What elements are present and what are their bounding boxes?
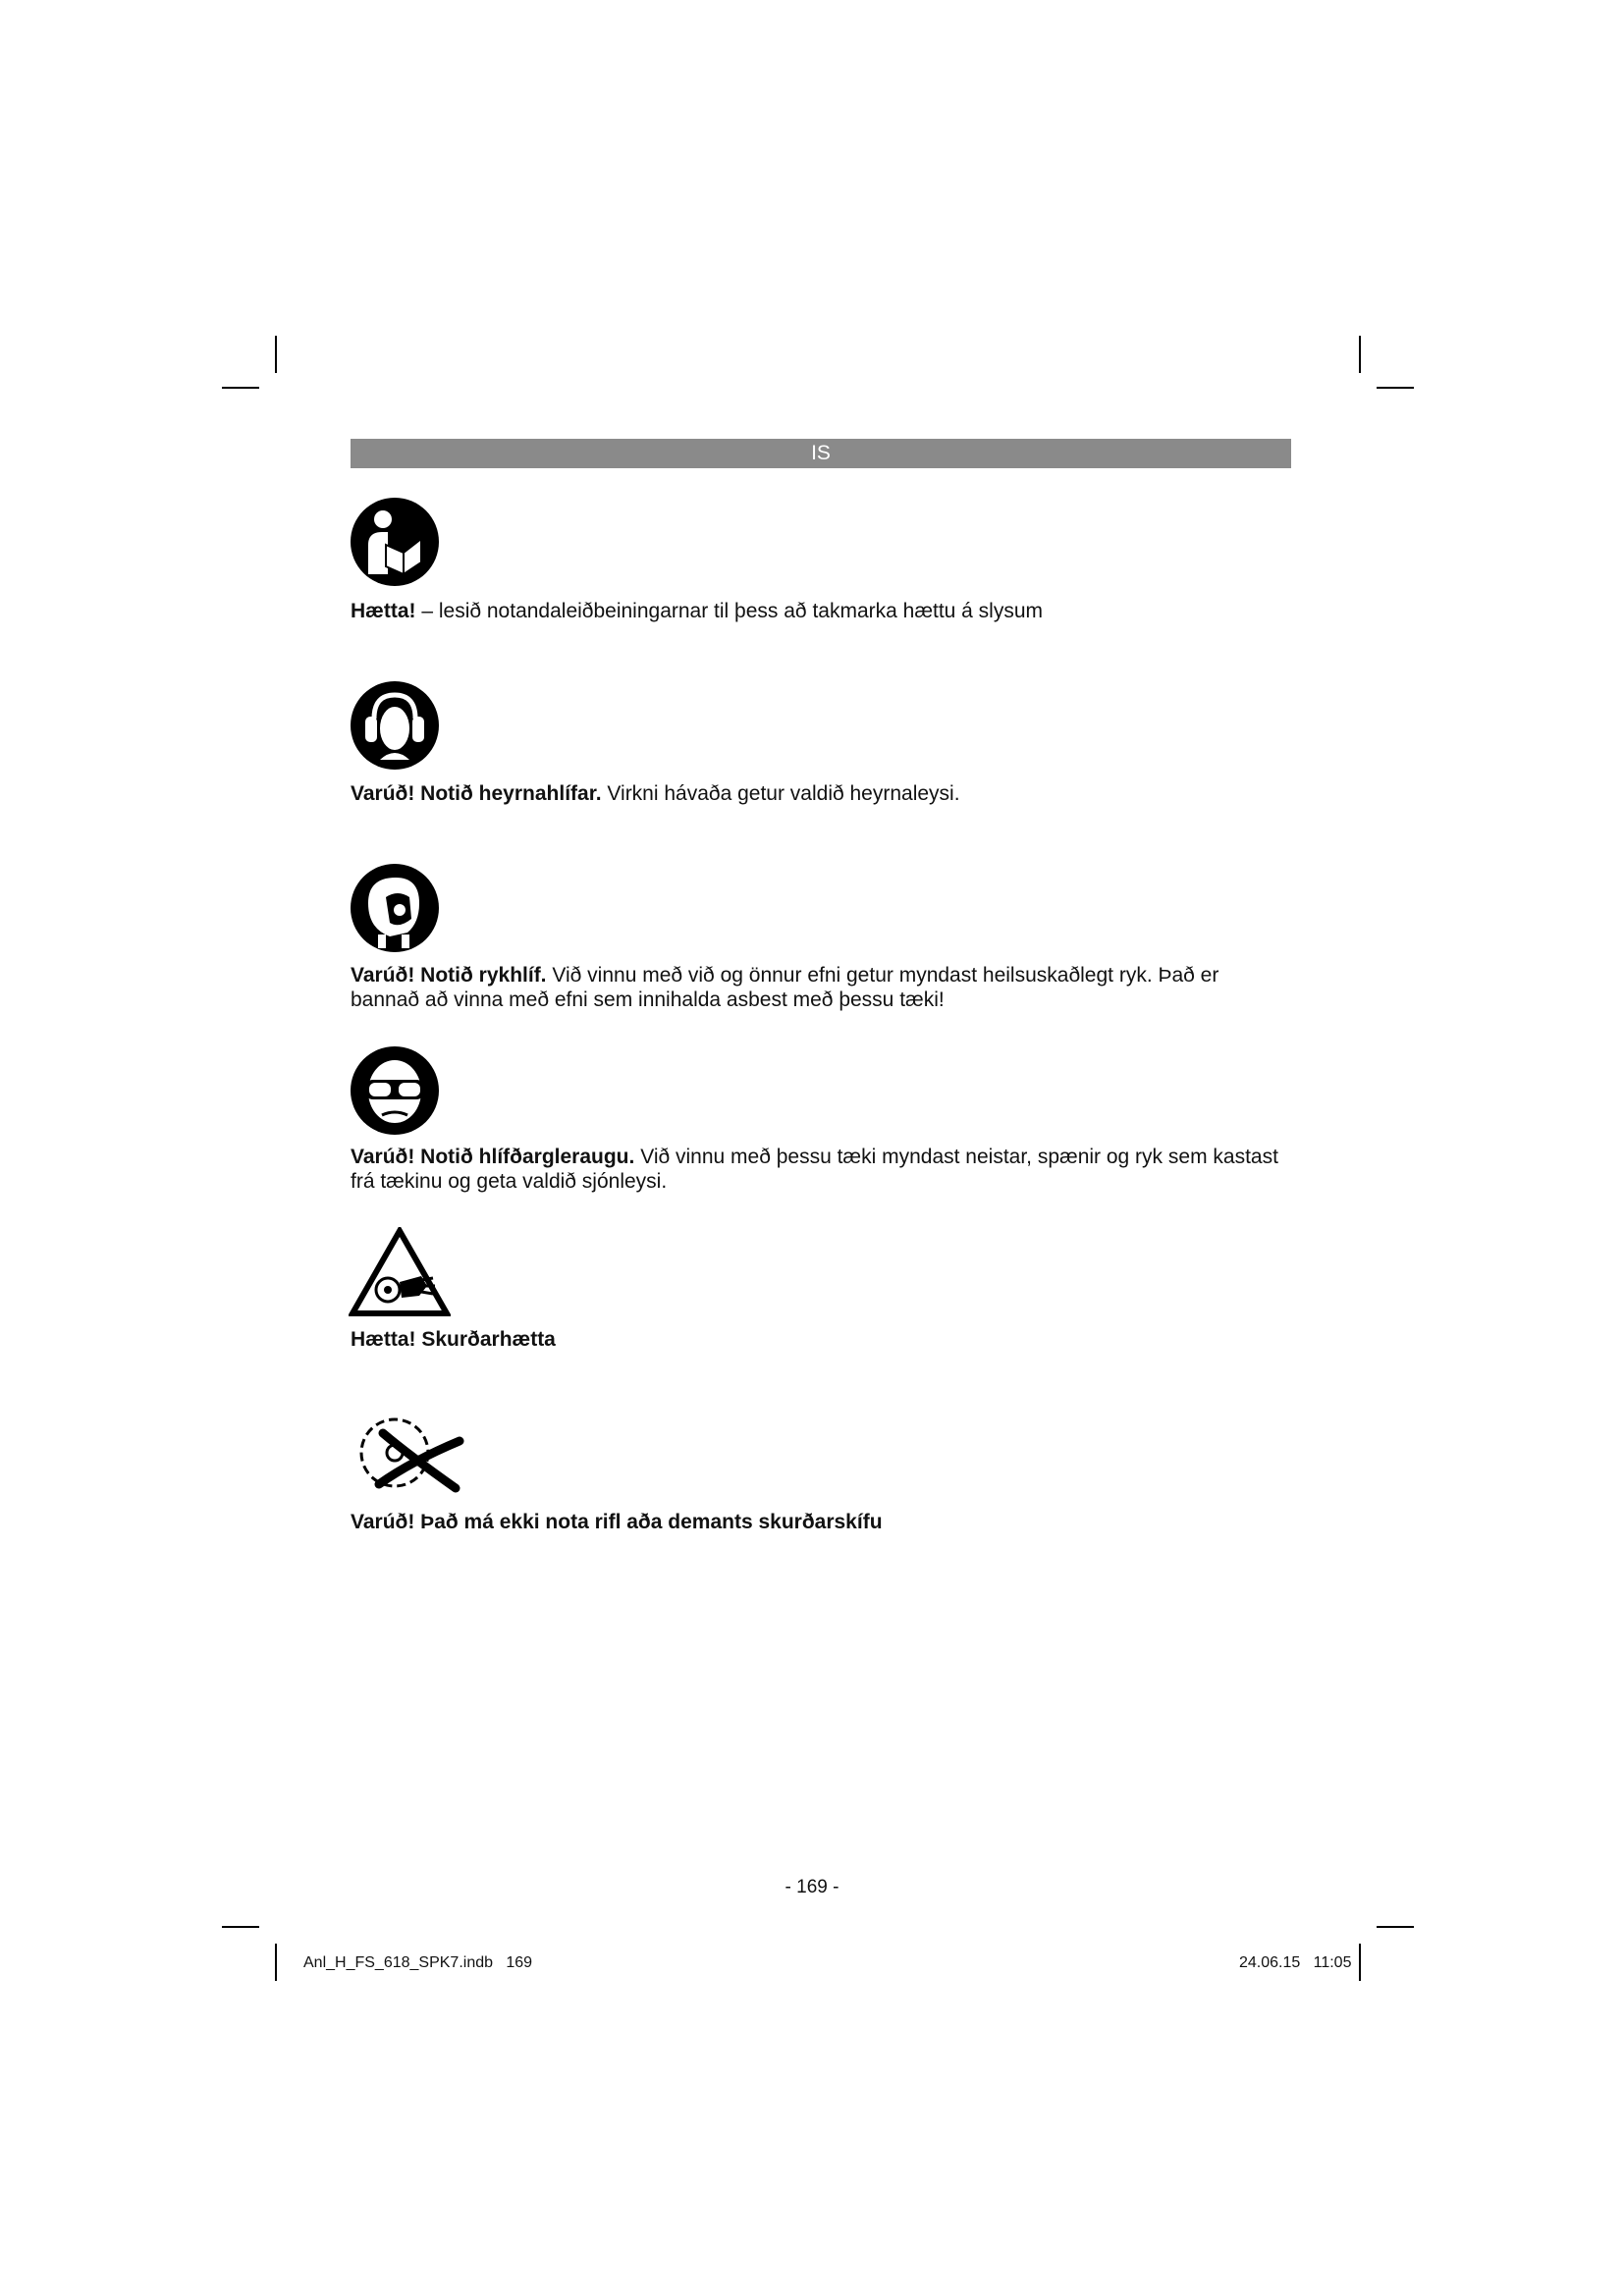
crop-mark: [1377, 387, 1414, 389]
page-number: - 169 -: [785, 1877, 839, 1897]
file-slug: Anl_H_FS_618_SPK7.indb 169: [303, 1954, 533, 1971]
notice-heading: Varúð! Notið rykhlíf.: [351, 964, 547, 987]
crop-mark: [222, 1926, 259, 1928]
notice-heading: Varúð! Notið hlífðargleraugu.: [351, 1146, 635, 1168]
notice-no-cutting-disc: [351, 1510, 1293, 1534]
notice-heading: Varúð! Það má ekki nota rifl aða demants skurðarskífu: [351, 1511, 883, 1533]
no-cutting-disc-icon: [350, 1412, 467, 1494]
notice-body: Við vinnu með þessu tæki myndast neistar, spænir og ryk sem kastast frá tækinu og geta valdið sjónleysi.: [351, 1146, 1278, 1193]
language-code: IS: [811, 442, 831, 464]
notice-heading: Hætta!: [351, 600, 416, 622]
notice-heading: Varúð! Notið heyrnahlífar.: [351, 782, 602, 805]
notice-body: – lesið notandaleiðbeiningarnar til þess að takmarka hættu á slysum: [415, 600, 1044, 622]
language-header: [351, 439, 1291, 468]
crop-mark: [1359, 1944, 1361, 1981]
notice-ear-protection: [351, 781, 1293, 806]
notice-read-manual: [351, 599, 1293, 623]
dust-mask-icon: [351, 864, 439, 952]
crop-mark: [1377, 1926, 1414, 1928]
notice-safety-goggles: [351, 1145, 1293, 1194]
cut-hazard-icon: [349, 1227, 451, 1317]
ear-protection-icon: [351, 681, 439, 770]
notice-body: Virkni hávaða getur valdið heyrnaleysi.: [601, 782, 960, 805]
notice-cut-hazard: [351, 1327, 1293, 1352]
crop-mark: [275, 336, 277, 373]
notice-dust-mask: [351, 963, 1293, 1012]
notice-heading: Hætta! Skurðarhætta: [351, 1328, 556, 1351]
safety-goggles-icon: [351, 1046, 439, 1135]
read-manual-icon: [351, 498, 439, 586]
notice-body: Við vinnu með við og önnur efni getur myndast heilsuskaðlegt ryk. Það er bannað að vinna með efni sem innihalda asbest með þessu tæki!: [351, 964, 1219, 1011]
crop-mark: [222, 387, 259, 389]
crop-mark: [1359, 336, 1361, 373]
print-timestamp: 24.06.15 11:05: [1239, 1954, 1352, 1971]
crop-mark: [275, 1944, 277, 1981]
